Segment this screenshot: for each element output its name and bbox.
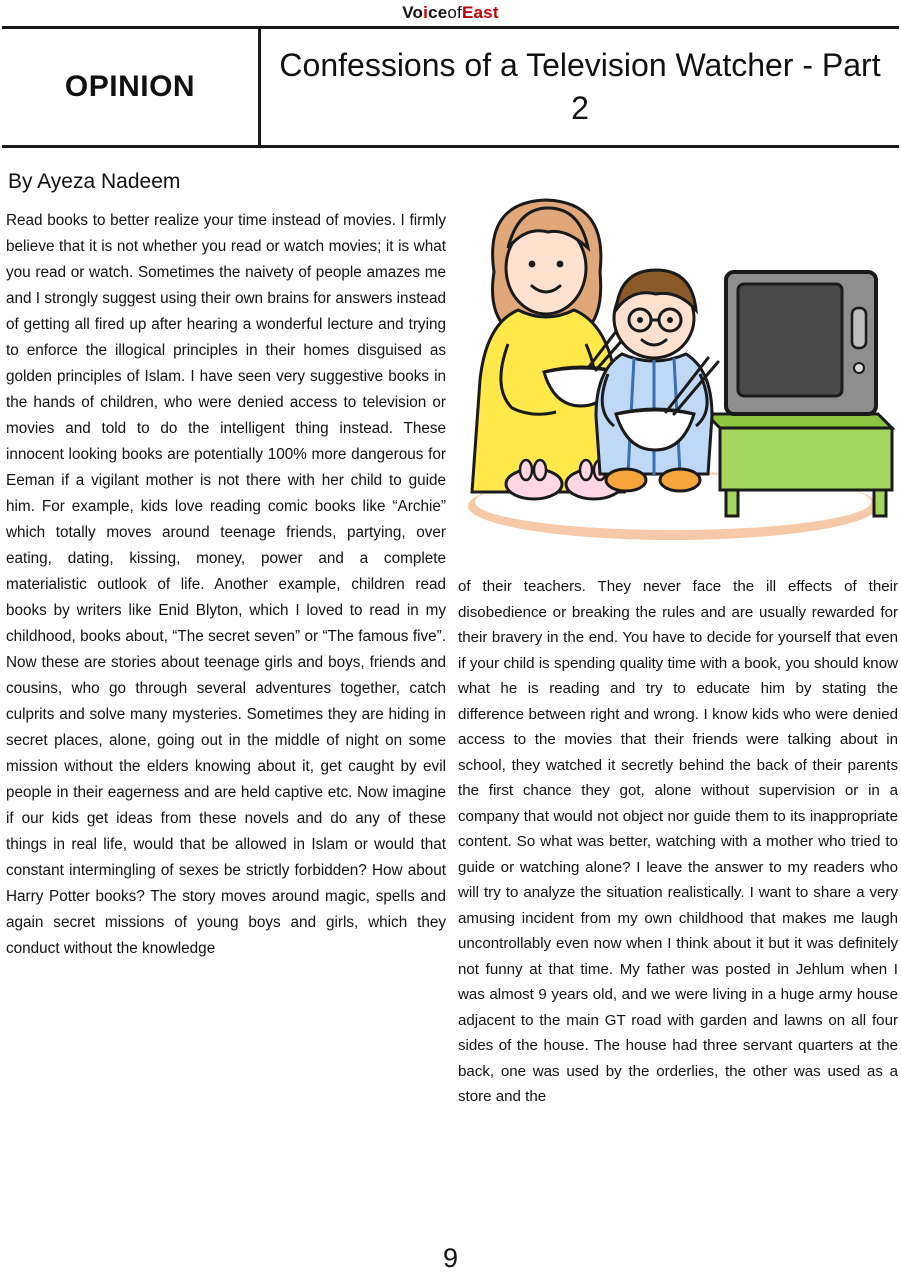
column-left — [6, 208, 446, 962]
column-right — [458, 208, 898, 1110]
section-label-box — [2, 29, 261, 145]
body-text-left: Read books to better realize your time instead of movies. I firmly believe that it is not whether you read or watch movies; it is what you read or watch. Sometimes the naivety of people amazes me and I strongly suggest using their own brains for answers instead of getting all fired up after hearing a wonderful lecture and trying to enforce the illogical principles in their homes disguised as golden principles of Islam. I have seen very suggestive books in the hands of children, who were denied access to television or movies and told to do the intelligent thing instead. These innocent looking books are potentially 100% more dangerous for Eeman if a vigilant mother is not there with her child to guide him. For example, kids love reading comic books like “Archie” which totally moves around teenage friends, partying, over eating, dating, kissing, money, power and a complete materialistic outlook of life. Another example, children read books by writers like Enid Blyton, which I loved to read in my childhood, books about, “The secret seven” or “The famous five”. Now these are stories about teenage girls and boys, friends and cousins, who go through several adventures together, catch culprits and solve many mysteries. Sometimes they are hiding in secret places, alone, going out in the middle of night on some mission without the elders knowing about it, get caught by evil people in their eagerness and are held captive etc. Now imagine if our kids get ideas from these novels and do any of these things in real life, would that be allowed in Islam or would that constant intermingling of sexes be strictly forbidden? How about Harry Potter books? The story moves around magic, spells and again secret missions of young boys and girls, which they conduct without the knowledge — [6, 212, 446, 957]
masthead-east: East — [461, 3, 499, 22]
byline: By Ayeza Nadeem — [8, 170, 181, 193]
masthead-dot: i — [423, 3, 429, 22]
masthead-voice: Voice — [402, 3, 448, 22]
article-header-band — [2, 26, 899, 148]
page-title: Confessions of a Television Watcher - Part 2 — [279, 46, 881, 126]
body-text-right: of their teachers. They never face the ill effects of their disobedience or breaking the rules and are usually rewarded for their bravery in the end. You have to decide for yourself that even if your child is spending quality time with a book, you should know what he is reading and try to educate him by stating the difference between right and wrong. I know kids who were denied access to the movies that their friends were talking about in school, they watched it secretly behind the back of their parents the first chance they got, alone without supervision or in a company that would not object nor guide them to its inappropriate content. So what was better, watching with a mother who tried to guide or watching alone? I leave the answer to my readers who will try to analyze the situation realistically. I want to share a very amusing incident from my own childhood that makes me laugh uncontrollably even now when I think about it but it was definitely not funny at that time. My father was posted in Jehlum when I was almost 9 years old, and we were living in a huge army house adjacent to the main GT road with garden and lawns on all four sides of the house. The house had three servant quarters at the back, one was used by the orderlies, the other was used as a store and the — [458, 578, 898, 1105]
masthead — [0, 0, 901, 26]
page-number: 9 — [442, 1243, 459, 1273]
masthead-of: of — [447, 3, 462, 22]
section-label: OPINION — [64, 70, 196, 103]
article-title-box — [261, 29, 899, 145]
